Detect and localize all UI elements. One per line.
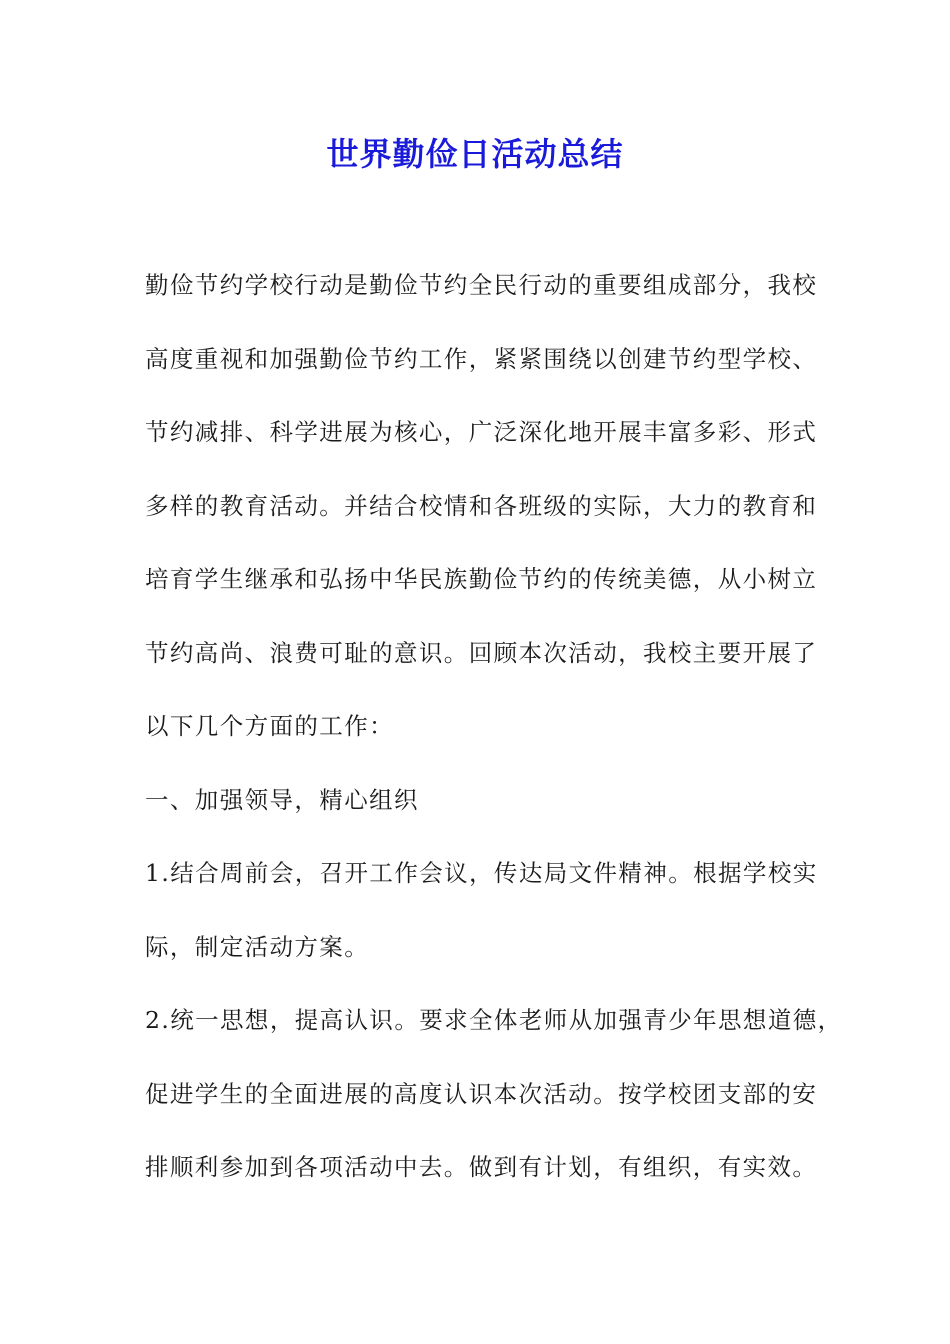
list-item-line: 排顺利参加到各项活动中去。做到有计划，有组织，有实效。 — [145, 1153, 818, 1181]
section-heading: 一、加强领导，精心组织 — [145, 785, 419, 814]
list-item-line: 际，制定活动方案。 — [145, 932, 370, 961]
document-body — [145, 262, 845, 1218]
list-item-line: 2.统一思想，提高认识。要求全体老师从加强青少年思想道德， — [145, 1006, 843, 1034]
paragraph-line: 节约减排、科学进展为核心，广泛深化地开展丰富多彩、形式 — [145, 418, 818, 446]
list-item-line: 1.结合周前会，召开工作会议，传达局文件精神。根据学校实 — [145, 859, 818, 887]
list-item-line: 促进学生的全面进展的高度认识本次活动。按学校团支部的安 — [145, 1079, 818, 1108]
document-title: 世界勤俭日活动总结 — [326, 135, 624, 173]
paragraph-line: 勤俭节约学校行动是勤俭节约全民行动的重要组成部分，我校 — [145, 271, 818, 299]
paragraph-line: 以下几个方面的工作： — [145, 712, 394, 740]
paragraph-line: 节约高尚、浪费可耻的意识。回顾本次活动，我校主要开展了 — [145, 638, 818, 667]
paragraph-line: 高度重视和加强勤俭节约工作，紧紧围绕以创建节约型学校、 — [145, 344, 818, 373]
paragraph-line: 培育学生继承和弘扬中华民族勤俭节约的传统美德，从小树立 — [145, 565, 818, 593]
paragraph-line: 多样的教育活动。并结合校情和各班级的实际，大力的教育和 — [145, 491, 818, 520]
